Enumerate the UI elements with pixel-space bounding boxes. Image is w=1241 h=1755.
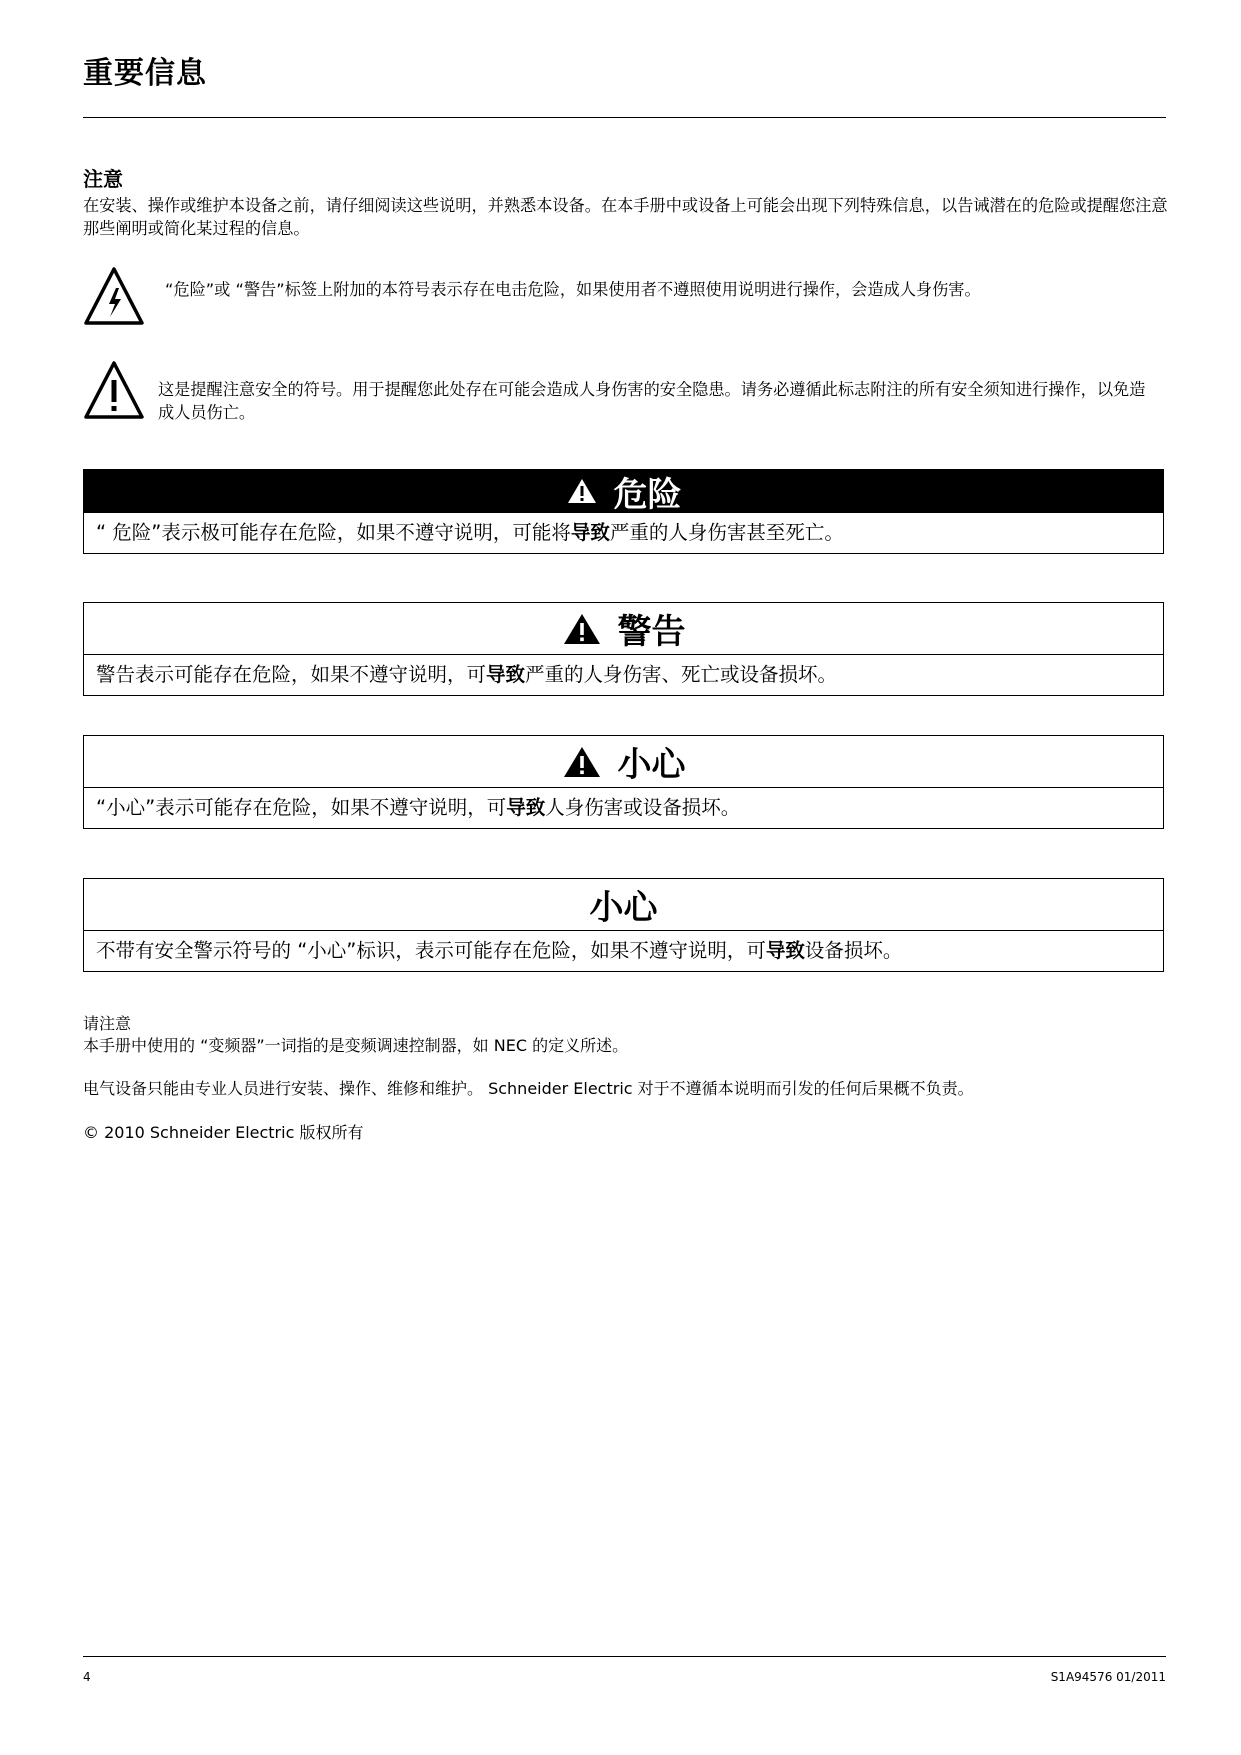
caution-title: 小心: [617, 745, 686, 785]
danger-title: 危险: [613, 474, 682, 515]
document-reference: S1A94576 01/2011: [1050, 1670, 1166, 1684]
caution-plain-box: [83, 878, 1164, 972]
danger-warning-triangle-icon: [566, 477, 598, 505]
safety-alert-icon: [83, 360, 145, 422]
please-note-label: 请注意: [83, 1014, 132, 1033]
notice-heading: 注意: [83, 167, 123, 191]
caution-box: [83, 735, 1164, 829]
caution-plain-title: 小心: [589, 888, 658, 928]
warning-box: [83, 602, 1164, 696]
caution-plain-description: 不带有安全警示符号的 “小心”标识，表示可能存在危险，如果不遵守说明，可导致设备损坏。: [96, 939, 903, 962]
danger-description: “ 危险”表示极可能存在危险，如果不遵守说明，可能将导致严重的人身伤害甚至死亡。: [96, 521, 844, 544]
drive-term-note: 本手册中使用的 “变频器”一词指的是变频调速控制器，如 NEC 的定义所述。: [83, 1036, 629, 1055]
caution-description: “小心”表示可能存在危险，如果不遵守说明，可导致人身伤害或设备损坏。: [96, 796, 741, 819]
page-number: 4: [83, 1670, 91, 1684]
warning-header: [84, 603, 1163, 655]
caution-plain-header: [84, 879, 1163, 931]
copyright-note: © 2010 Schneider Electric 版权所有: [83, 1123, 364, 1142]
electric-hazard-icon: [83, 266, 145, 328]
footer-rule: [83, 1656, 1166, 1657]
warning-title: 警告: [617, 612, 686, 652]
danger-box: [83, 469, 1164, 554]
safety-alert-text: 这是提醒注意安全的符号。用于提醒您此处存在可能会造成人身伤害的安全隐患。请务必遵循此标志附注的所有安全须知进行操作，以免造成人员伤亡。: [158, 380, 1146, 422]
electric-hazard-text: “危险”或 “警告”标签上附加的本符号表示存在电击危险，如果使用者不遵照使用说明进行操作，会造成人身伤害。: [165, 280, 981, 299]
header-rule: [83, 117, 1166, 118]
danger-header: [84, 470, 1163, 513]
page-title: 重要信息: [83, 56, 207, 91]
caution-header: [84, 736, 1163, 788]
qualified-personnel-note: 电气设备只能由专业人员进行安装、操作、维修和维护。 Schneider Electric 对于不遵循本说明而引发的任何后果概不负责。: [83, 1079, 974, 1098]
notice-paragraph: 在安装、操作或维护本设备之前，请仔细阅读这些说明，并熟悉本设备。在本手册中或设备上可能会出现下列特殊信息，以告诫潜在的危险或提醒您注意那些阐明或简化某过程的信息。: [83, 196, 1168, 238]
warning-description: 警告表示可能存在危险，如果不遵守说明，可导致严重的人身伤害、死亡或设备损坏。: [96, 663, 838, 686]
caution-triangle-icon: [562, 745, 602, 779]
warning-triangle-icon: [562, 612, 602, 646]
